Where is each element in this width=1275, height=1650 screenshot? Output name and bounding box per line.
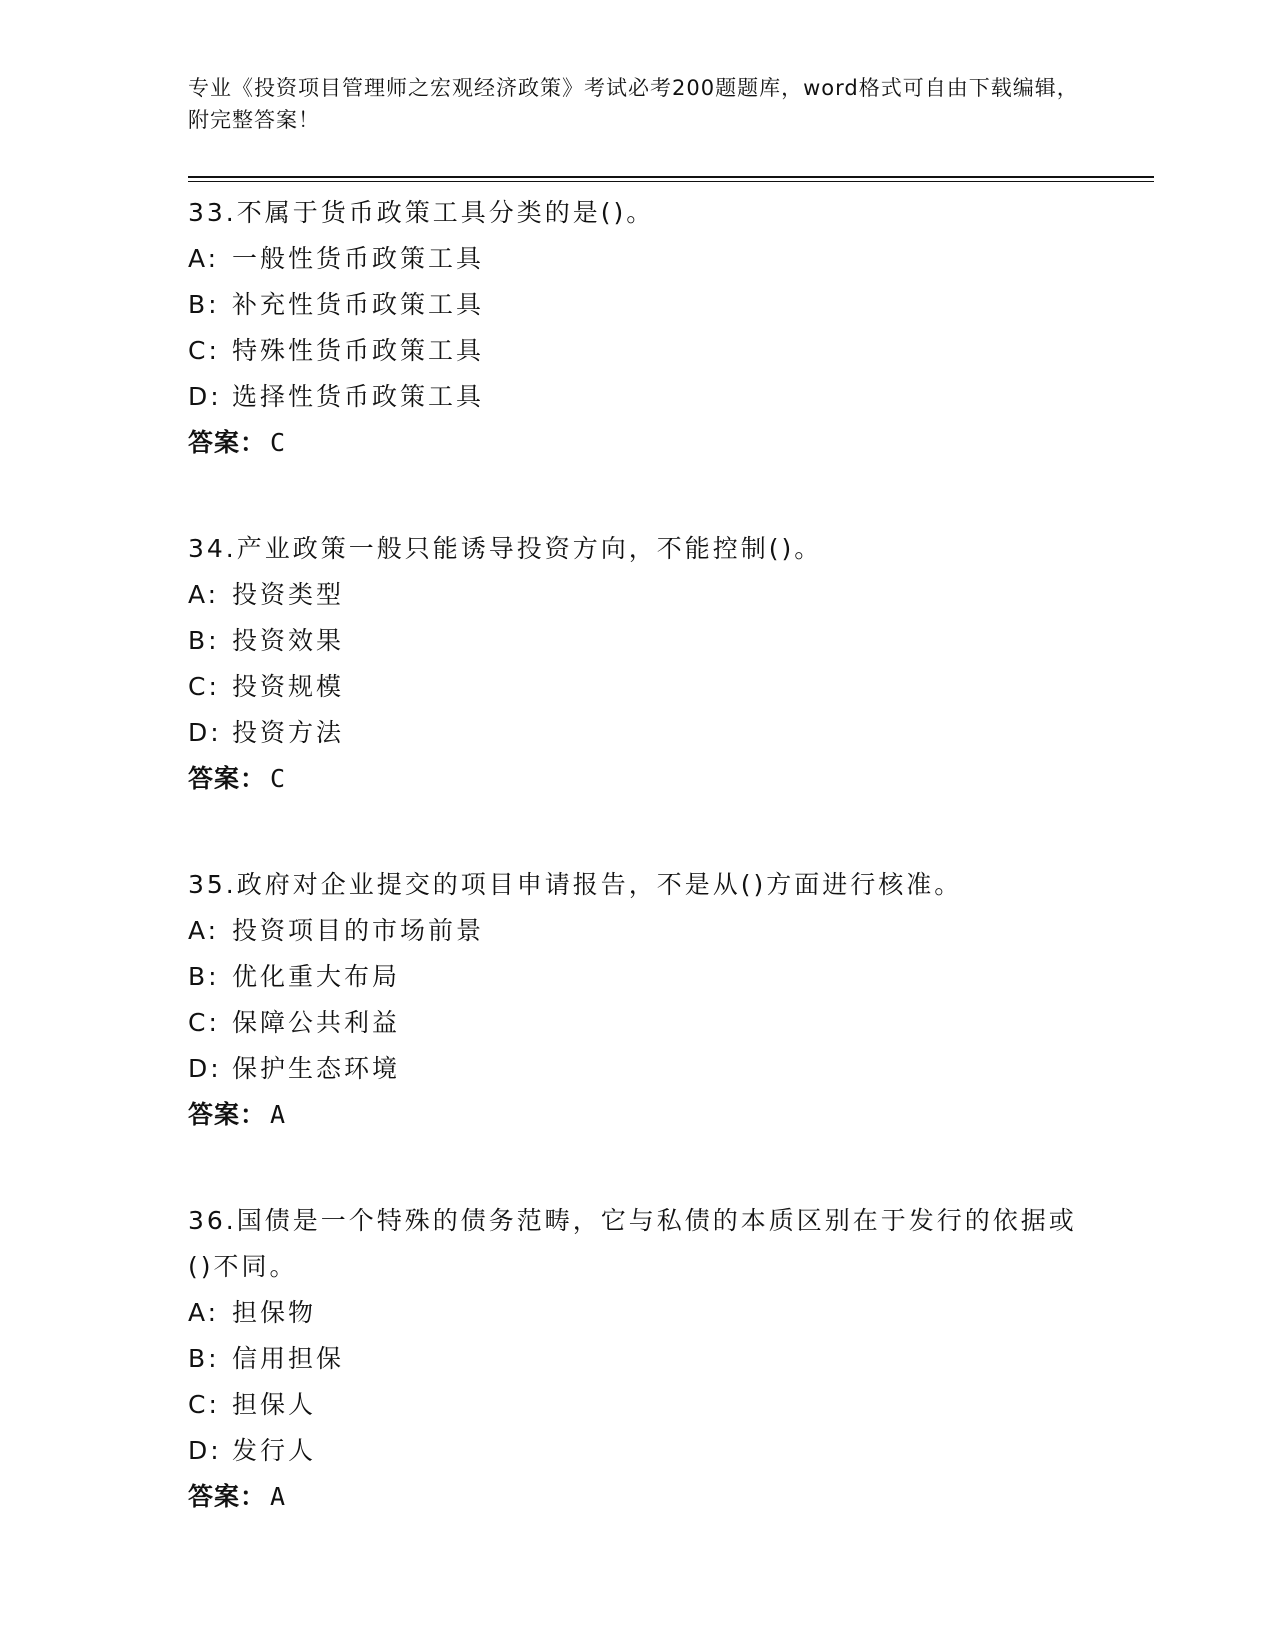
- question-34: [188, 526, 1088, 802]
- option-letter: C:: [188, 336, 220, 365]
- option-letter: D:: [188, 1054, 222, 1083]
- option-c: [188, 328, 1088, 374]
- document-header: 专业《投资项目管理师之宏观经济政策》考试必考200题题库，word格式可自由下载编辑，附完整答案！: [188, 76, 1079, 132]
- option-a: [188, 1290, 1088, 1336]
- option-a: [188, 572, 1088, 618]
- header-divider-thin: [188, 181, 1154, 182]
- question-list: [188, 190, 1088, 1580]
- option-text: 担保人: [232, 1390, 317, 1419]
- option-text: 担保物: [232, 1298, 317, 1327]
- option-letter: D:: [188, 382, 222, 411]
- option-b: [188, 282, 1088, 328]
- answer-line: [188, 1092, 1088, 1138]
- question-36: [188, 1198, 1088, 1520]
- answer-label: 答案：: [188, 428, 267, 457]
- option-text: 特殊性货币政策工具: [232, 336, 485, 365]
- question-stem: 36.国债是一个特殊的债务范畴，它与私债的本质区别在于发行的依据或()不同。: [188, 1206, 1077, 1281]
- option-letter: A:: [188, 580, 220, 609]
- option-letter: B:: [188, 626, 220, 655]
- option-letter: C:: [188, 672, 220, 701]
- question-35: [188, 862, 1088, 1138]
- answer-label: 答案：: [188, 764, 267, 793]
- answer-label: 答案：: [188, 1100, 267, 1129]
- option-text: 投资类型: [232, 580, 345, 609]
- answer-value: A: [270, 1482, 287, 1511]
- option-text: 投资规模: [232, 672, 345, 701]
- option-text: 投资效果: [232, 626, 345, 655]
- option-d: [188, 1046, 1088, 1092]
- option-d: [188, 1428, 1088, 1474]
- option-text: 保护生态环境: [232, 1054, 401, 1083]
- option-c: [188, 1382, 1088, 1428]
- question-33: [188, 190, 1088, 466]
- answer-line: [188, 420, 1088, 466]
- option-c: [188, 1000, 1088, 1046]
- option-letter: A:: [188, 244, 220, 273]
- option-letter: B:: [188, 290, 220, 319]
- option-a: [188, 236, 1088, 282]
- option-text: 投资方法: [232, 718, 345, 747]
- option-letter: B:: [188, 1344, 220, 1373]
- answer-value: A: [270, 1100, 287, 1129]
- option-a: [188, 908, 1088, 954]
- option-text: 优化重大布局: [232, 962, 401, 991]
- option-b: [188, 618, 1088, 664]
- option-letter: D:: [188, 718, 222, 747]
- option-b: [188, 1336, 1088, 1382]
- answer-value: C: [270, 764, 287, 793]
- option-text: 信用担保: [232, 1344, 345, 1373]
- answer-line: [188, 756, 1088, 802]
- option-letter: B:: [188, 962, 220, 991]
- option-letter: D:: [188, 1436, 222, 1465]
- option-text: 选择性货币政策工具: [232, 382, 485, 411]
- option-letter: C:: [188, 1390, 220, 1419]
- option-letter: C:: [188, 1008, 220, 1037]
- question-stem: 34.产业政策一般只能诱导投资方向，不能控制()。: [188, 534, 823, 563]
- header-divider-thick: [188, 176, 1154, 178]
- option-text: 发行人: [232, 1436, 317, 1465]
- option-letter: A:: [188, 916, 220, 945]
- answer-line: [188, 1474, 1088, 1520]
- option-d: [188, 374, 1088, 420]
- option-d: [188, 710, 1088, 756]
- answer-label: 答案：: [188, 1482, 267, 1511]
- option-c: [188, 664, 1088, 710]
- option-letter: A:: [188, 1298, 220, 1327]
- option-text: 保障公共利益: [232, 1008, 401, 1037]
- question-stem: 33.不属于货币政策工具分类的是()。: [188, 198, 655, 227]
- question-stem: 35.政府对企业提交的项目申请报告，不是从()方面进行核准。: [188, 870, 963, 899]
- option-text: 一般性货币政策工具: [232, 244, 485, 273]
- answer-value: C: [270, 428, 287, 457]
- option-b: [188, 954, 1088, 1000]
- option-text: 补充性货币政策工具: [232, 290, 485, 319]
- option-text: 投资项目的市场前景: [232, 916, 485, 945]
